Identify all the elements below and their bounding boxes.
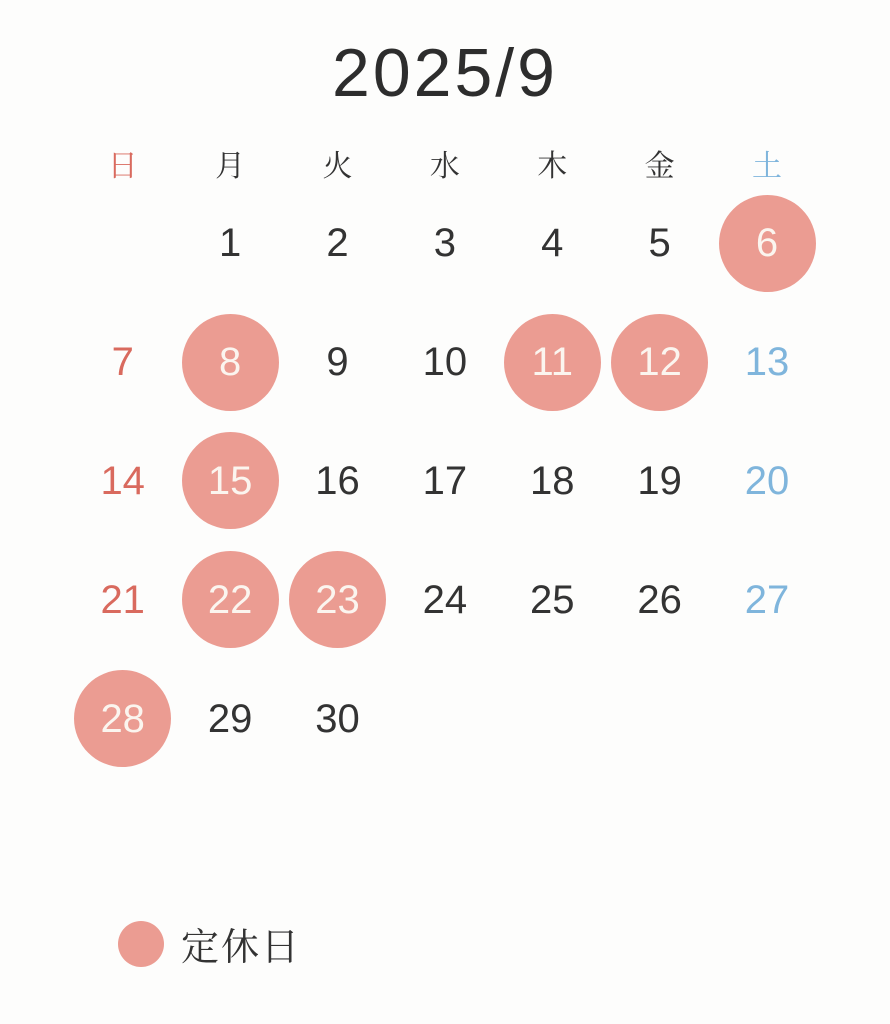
weekday-header-火: 火 (322, 150, 353, 183)
day-cell-30: 30 (315, 696, 360, 741)
day-cell-18: 18 (530, 458, 575, 503)
weekday-header-月: 月 (215, 150, 246, 183)
day-cell-25: 25 (530, 577, 575, 622)
day-cell-20: 20 (744, 458, 790, 503)
day-cell-3: 3 (433, 221, 456, 266)
day-cell-16: 16 (315, 458, 360, 503)
day-cell-12: 12 (611, 314, 708, 411)
day-cell-23: 23 (289, 551, 386, 648)
day-cell-6: 6 (719, 195, 816, 292)
day-cell-29: 29 (207, 696, 253, 741)
day-cell-7: 7 (111, 340, 134, 385)
day-cell-19: 19 (637, 458, 682, 503)
empty-cell (396, 670, 493, 767)
day-cell-2: 2 (326, 221, 349, 266)
calendar-grid (69, 150, 821, 778)
closed-day-dot-icon (118, 921, 164, 967)
day-cell-13: 13 (744, 340, 790, 385)
day-cell-4: 4 (541, 221, 564, 266)
empty-cell (719, 670, 816, 767)
day-cell-21: 21 (100, 577, 145, 622)
calendar-month-title: 2025/9 (332, 35, 558, 111)
legend (118, 916, 301, 971)
day-cell-14: 14 (100, 458, 145, 503)
day-cell-28: 28 (74, 670, 171, 767)
weekday-header-水: 水 (429, 150, 460, 183)
day-cell-11: 11 (504, 314, 601, 411)
day-cell-10: 10 (422, 340, 468, 385)
weekday-header-金: 金 (644, 150, 675, 183)
day-cell-1: 1 (218, 221, 242, 266)
legend-label: 定休日 (181, 927, 302, 969)
day-cell-22: 22 (182, 551, 279, 648)
empty-cell (504, 670, 601, 767)
day-cell-15: 15 (182, 432, 279, 529)
day-cell-17: 17 (422, 458, 468, 503)
weekday-header-土: 土 (752, 150, 783, 183)
day-cell-5: 5 (648, 221, 671, 266)
empty-cell (74, 195, 171, 292)
day-cell-9: 9 (326, 340, 349, 385)
day-cell-26: 26 (637, 577, 682, 622)
weekday-header-木: 木 (537, 150, 568, 183)
weekday-header-日: 日 (107, 150, 138, 183)
day-cell-27: 27 (744, 577, 790, 622)
day-cell-8: 8 (182, 314, 279, 411)
empty-cell (611, 670, 708, 767)
day-cell-24: 24 (422, 577, 468, 622)
